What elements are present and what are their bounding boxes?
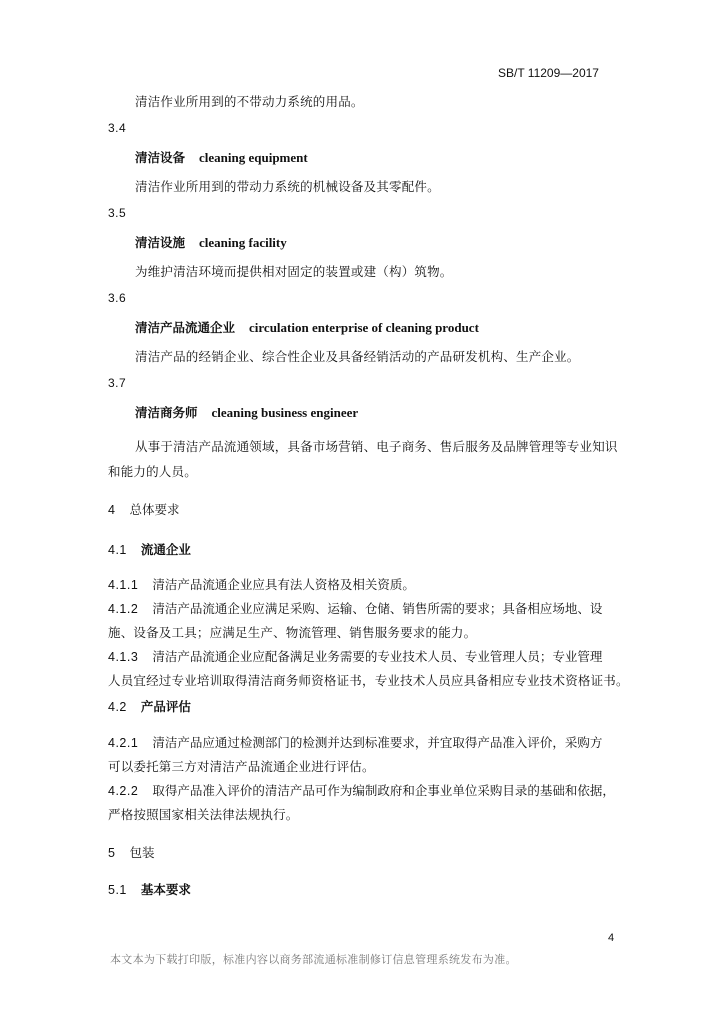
section-number: 4 (108, 503, 116, 517)
clause-4-2-1 (108, 733, 602, 751)
term-3-4 (135, 148, 308, 166)
clause-4-2-2 (108, 781, 615, 799)
clause-text-line-1: 清洁产品流通企业应配备满足业务需要的专业技术人员、专业管理人员；专业管理 (152, 649, 603, 664)
clause-text-line-1: 清洁产品应通过检测部门的检测并达到标准要求，并宜取得产品准入评价，采购方 (152, 735, 603, 750)
definition-3-6: 清洁产品的经销企业、综合性企业及具备经销活动的产品研发机构、生产企业。 (135, 349, 580, 364)
clause-4-1-3 (108, 647, 602, 665)
clause-number: 4.1.1 (108, 578, 139, 592)
clause-4-1-2 (108, 599, 602, 617)
definition-3-3: 清洁作业所用到的不带动力系统的用品。 (135, 94, 364, 109)
term-3-5 (135, 233, 287, 251)
subsection-number: 5.1 (108, 883, 127, 897)
clause-number-3-7: 3.7 (108, 376, 127, 390)
clause-4-1-3-line-2: 人员宜经过专业培训取得清洁商务师资格证书，专业技术人员应具备相应专业技术资格证书。 (108, 673, 629, 688)
clause-4-2-1-line-2: 可以委托第三方对清洁产品流通企业进行评估。 (108, 759, 375, 774)
clause-number: 4.2.2 (108, 784, 139, 798)
page-number: 4 (608, 932, 615, 944)
term-cn: 清洁产品流通企业 (135, 320, 236, 335)
definition-3-5: 为维护清洁环境而提供相对固定的装置或建（构）筑物。 (135, 264, 453, 279)
clause-4-1-2-line-2: 施、设备及工具；应满足生产、物流管理、销售服务要求的能力。 (108, 625, 477, 640)
definition-3-7-line-1: 从事于清洁产品流通领域，具备市场营销、电子商务、售后服务及品牌管理等专业知识 (135, 439, 618, 454)
section-title: 包装 (129, 845, 155, 860)
term-en: cleaning business engineer (211, 405, 359, 420)
subsection-number: 4.1 (108, 543, 127, 557)
clause-text: 清洁产品流通企业应具有法人资格及相关资质。 (152, 577, 415, 592)
subsection-number: 4.2 (108, 700, 127, 714)
clause-number: 4.1.2 (108, 602, 139, 616)
term-cn: 清洁设备 (135, 150, 186, 165)
subsection-title: 流通企业 (140, 542, 191, 557)
clause-number-3-6: 3.6 (108, 291, 127, 305)
definition-3-7-line-2: 和能力的人员。 (108, 464, 197, 479)
clause-number: 4.1.3 (108, 650, 139, 664)
section-number: 5 (108, 846, 116, 860)
footer-notice: 本文本为下载打印版，标准内容以商务部流通标准制修订信息管理系统发布为准。 (110, 953, 517, 966)
clause-4-1-1 (108, 575, 415, 593)
term-3-7 (135, 403, 358, 421)
term-en: cleaning equipment (199, 150, 308, 165)
clause-text-line-1: 取得产品准入评价的清洁产品可作为编制政府和企事业单位采购目录的基础和依据， (152, 783, 615, 798)
term-en: cleaning facility (199, 235, 287, 250)
clause-4-2-2-line-2: 严格按照国家相关法律法规执行。 (108, 807, 299, 822)
section-title: 总体要求 (129, 502, 180, 517)
definition-3-4: 清洁作业所用到的带动力系统的机械设备及其零配件。 (135, 179, 440, 194)
clause-text-line-1: 清洁产品流通企业应满足采购、运输、仓储、销售所需的要求；具备相应场地、设 (152, 601, 603, 616)
section-heading-4 (108, 500, 179, 518)
clause-number: 4.2.1 (108, 736, 139, 750)
clause-number-3-4: 3.4 (108, 121, 127, 135)
subsection-heading-4-1 (108, 540, 191, 558)
clause-number-3-5: 3.5 (108, 206, 127, 220)
term-cn: 清洁设施 (135, 235, 186, 250)
subsection-heading-5-1 (108, 880, 191, 898)
document-code: SB/T 11209—2017 (498, 66, 599, 80)
term-en: circulation enterprise of cleaning product (249, 320, 479, 335)
term-3-6 (135, 318, 479, 336)
term-cn: 清洁商务师 (135, 405, 198, 420)
section-heading-5 (108, 843, 154, 861)
subsection-title: 产品评估 (140, 699, 191, 714)
subsection-heading-4-2 (108, 697, 191, 715)
subsection-title: 基本要求 (140, 882, 191, 897)
